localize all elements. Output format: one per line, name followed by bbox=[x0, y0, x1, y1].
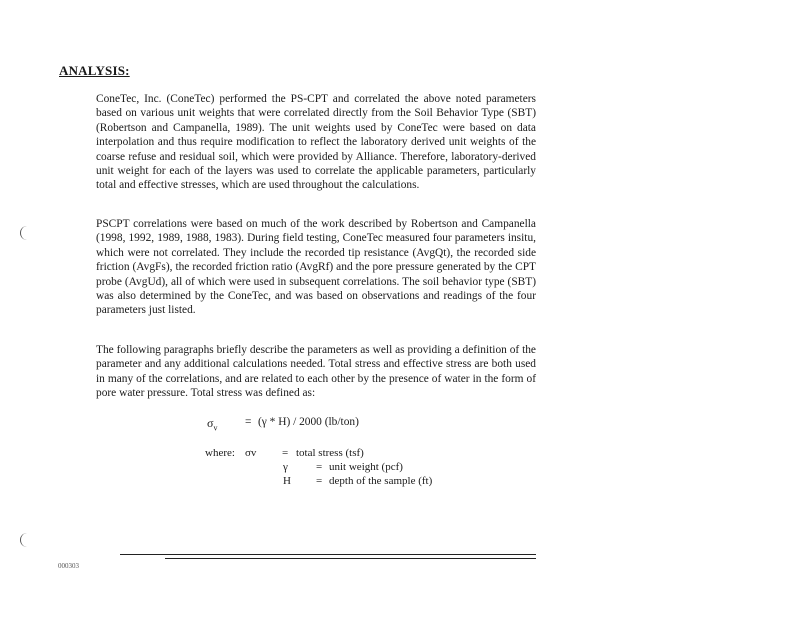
paragraph-parameter-description: The following paragraphs briefly describe the parameters as well as providing a definition of the parameter and any additional calculations needed. Total stress and effective stress are both used in many of the correlations, and are related to each other by the presence of water in the form of pore water pressure. Total stress was defined as: bbox=[96, 344, 536, 400]
paragraph-conetec-analysis: ConeTec, Inc. (ConeTec) performed the PS-CPT and correlated the above noted parameters based on various unit weights that were correlated directly from the Soil Behavior Type (SBT) (Robertson and Campanella, 1989). The unit weights used by ConeTec were based on data interpolation and thus require modification to reflect the laboratory derived unit weights of the coarse refuse and residual soil, which were provided by Alliance. Therefore, laboratory-derived unit weight for each of the layers was used to correlate the applicable parameters, particularly total and effective stresses, which are used throughout the calculations. bbox=[96, 93, 536, 192]
page-code: 000303 bbox=[58, 562, 79, 570]
section-title: ANALYSIS: bbox=[59, 63, 130, 78]
paragraph-pscpt-correlations: PSCPT correlations were based on much of the work described by Robertson and Campanella (1998, 1992, 1989, 1988, 1983). During field testing, ConeTec measured four parameters insitu, which were not correlated. They include the recorded tip resistance (AvgQt), the recorded side friction (AvgFs), the recorded friction ratio (AvgRf) and the pore pressure generated by the CPT probe (AvgUd), all of which were used in subsequent correlations. The soil behavior type (SBT) was also determined by the ConeTec, and was based on observations and readings of the four parameters just listed. bbox=[96, 218, 536, 317]
where-definition: unit weight (pcf) bbox=[329, 461, 403, 473]
where-symbol: H bbox=[283, 475, 291, 487]
equation-rhs: (γ * H) / 2000 (lb/ton) bbox=[258, 416, 359, 428]
footer-rule bbox=[120, 554, 536, 555]
where-label: where: bbox=[205, 447, 235, 459]
punch-hole-mark bbox=[20, 533, 29, 547]
where-equals: = bbox=[282, 447, 289, 459]
where-definition: depth of the sample (ft) bbox=[329, 475, 433, 487]
footer-rule bbox=[165, 558, 536, 559]
where-symbol: σv bbox=[245, 447, 257, 459]
where-symbol: γ bbox=[283, 461, 288, 473]
equation-symbol: $\sigma_v$ bbox=[207, 416, 218, 433]
where-definition: total stress (tsf) bbox=[296, 447, 364, 459]
where-equals: = bbox=[316, 475, 323, 487]
equation-equals: = bbox=[245, 416, 252, 428]
punch-hole-mark bbox=[20, 226, 29, 240]
where-equals: = bbox=[316, 461, 323, 473]
